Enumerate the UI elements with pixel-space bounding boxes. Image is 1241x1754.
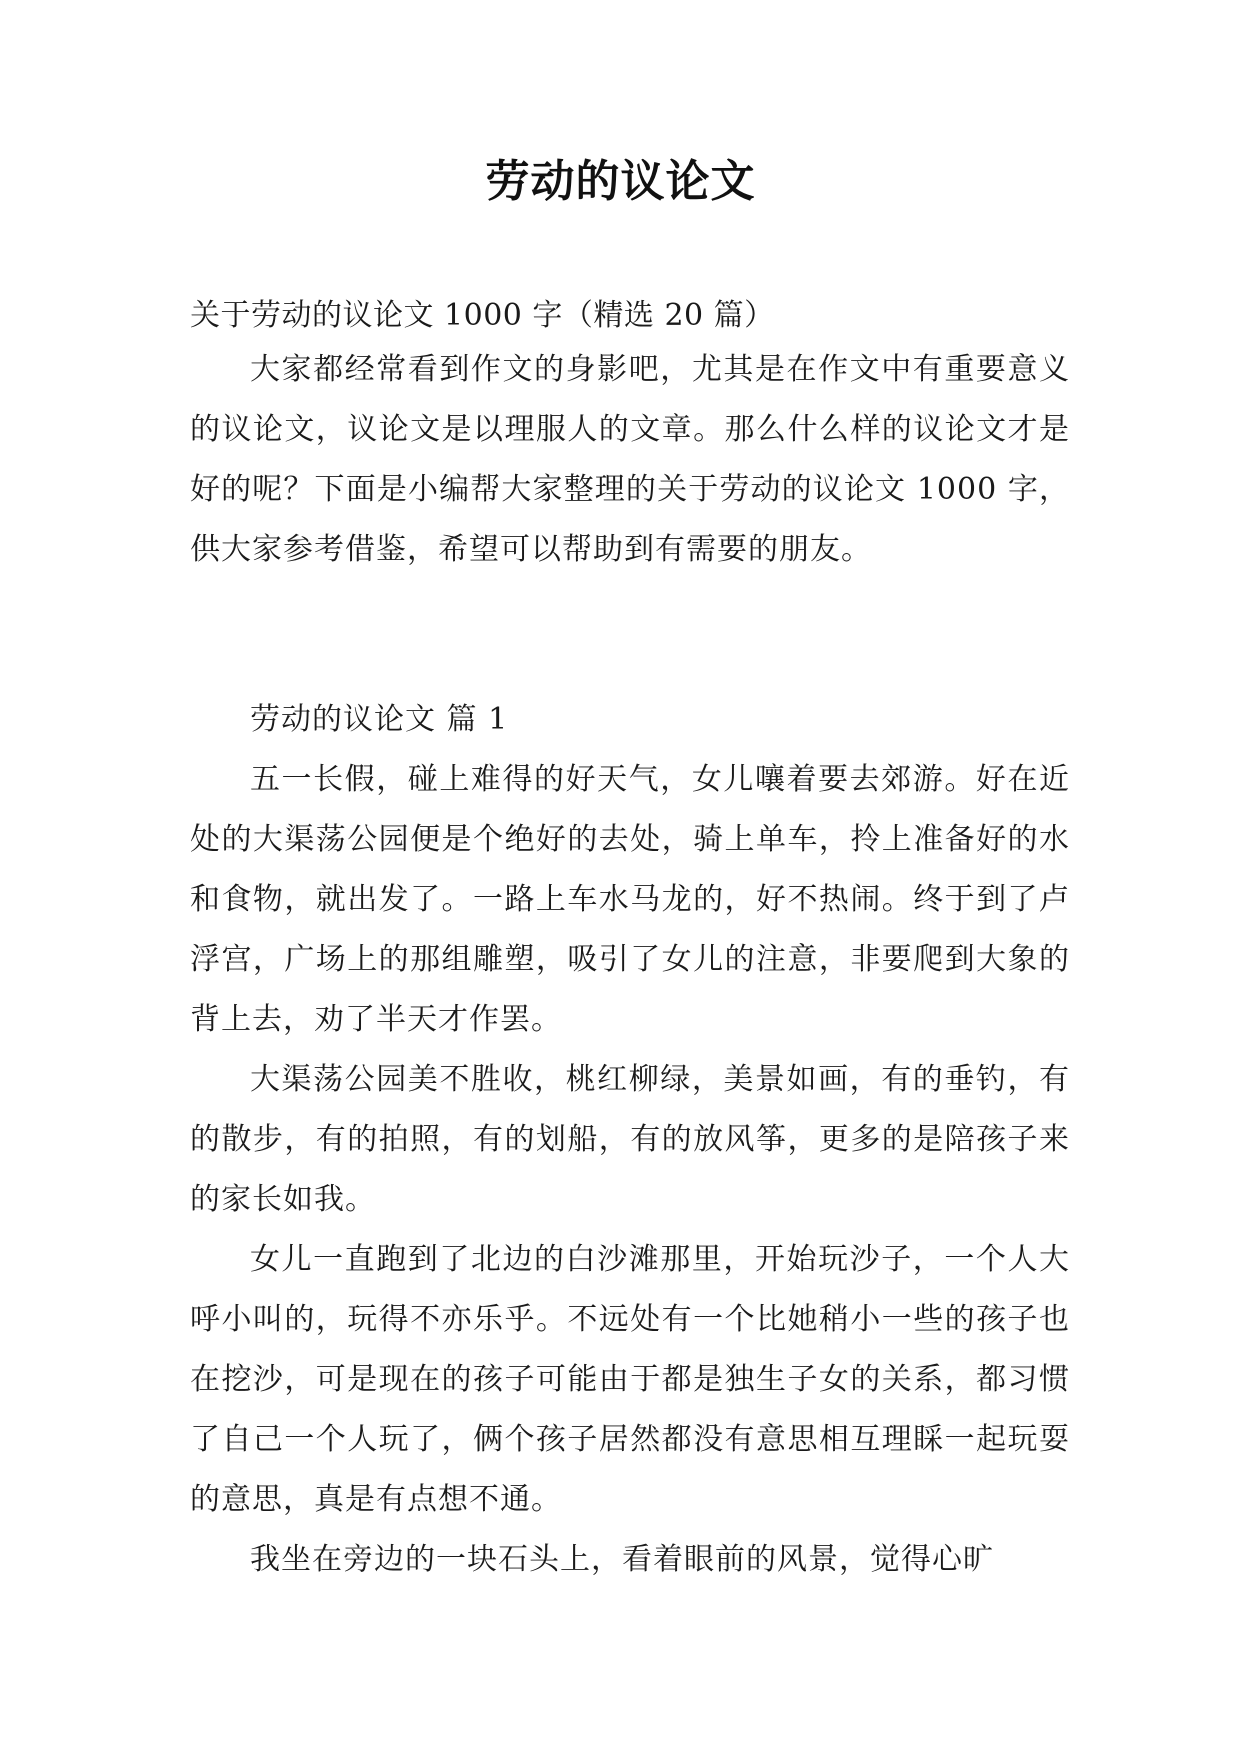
body-paragraph: 大渠荡公园美不胜收，桃红柳绿，美景如画，有的垂钓，有的散步，有的拍照，有的划船，有的放风筝，更多的是陪孩子来的家长如我。 xyxy=(190,1062,1070,1217)
document-subtitle: 关于劳动的议论文 1000 字（精选 20 篇） xyxy=(190,298,775,333)
section-heading: 劳动的议论文 篇 1 xyxy=(250,702,509,737)
body-paragraph: 女儿一直跑到了北边的白沙滩那里，开始玩沙子，一个人大呼小叫的，玩得不亦乐乎。不远处有一个比她稍小一些的孩子也在挖沙，可是现在的孩子可能由于都是独生子女的关系，都习惯了自己一个人玩了，俩个孩子居然都没有意思相互理睬一起玩耍的意思，真是有点想不通。 xyxy=(190,1242,1070,1517)
body-paragraph: 五一长假，碰上难得的好天气，女儿嚷着要去郊游。好在近处的大渠荡公园便是个绝好的去处，骑上单车，拎上准备好的水和食物，就出发了。一路上车水马龙的，好不热闹。终于到了卢浮宫，广场上的那组雕塑，吸引了女儿的注意，非要爬到大象的背上去，劝了半天才作罢。 xyxy=(190,762,1070,1037)
document-title: 劳动的议论文 xyxy=(485,156,756,207)
article-body xyxy=(190,690,1070,1590)
intro-block xyxy=(190,340,1070,580)
intro-paragraph: 大家都经常看到作文的身影吧，尤其是在作文中有重要意义的议论文，议论文是以理服人的文章。那么什么样的议论文才是好的呢？下面是小编帮大家整理的关于劳动的议论文 1000 字，供大家参考借鉴，希望可以帮助到有需要的朋友。 xyxy=(190,352,1070,567)
body-paragraph: 我坐在旁边的一块石头上，看着眼前的风景，觉得心旷 xyxy=(250,1542,994,1577)
